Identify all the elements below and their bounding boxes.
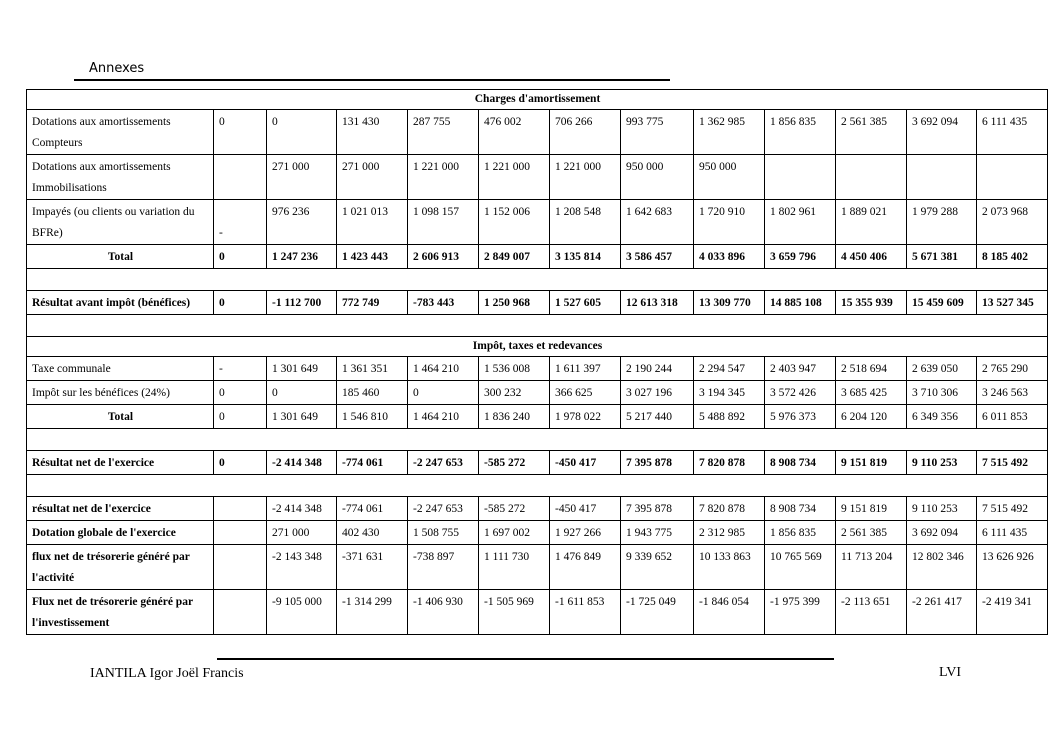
value-cell: -783 443 (408, 291, 479, 315)
value-cell: 1 423 443 (337, 245, 408, 269)
value-cell: -1 725 049 (621, 590, 694, 635)
value-cell: 10 765 569 (765, 545, 836, 590)
value-cell: 12 802 346 (907, 545, 977, 590)
value-cell: -774 061 (337, 497, 408, 521)
value-cell: 0 (267, 381, 337, 405)
value-cell: 2 639 050 (907, 357, 977, 381)
value-cell: -2 143 348 (267, 545, 337, 590)
value-cell: 6 111 435 (977, 521, 1048, 545)
value-cell: 287 755 (408, 110, 479, 155)
value-cell: 3 685 425 (836, 381, 907, 405)
value-cell (214, 545, 267, 590)
value-cell: 1 221 000 (550, 155, 621, 200)
value-cell: 0 (214, 110, 267, 155)
value-cell: 8 185 402 (977, 245, 1048, 269)
value-cell: -2 261 417 (907, 590, 977, 635)
row-dotations-immobilisations (27, 155, 1048, 200)
value-cell: -1 314 299 (337, 590, 408, 635)
value-cell: 1 221 000 (408, 155, 479, 200)
value-cell: -1 611 853 (550, 590, 621, 635)
value-cell: 3 586 457 (621, 245, 694, 269)
value-cell: -585 272 (479, 451, 550, 475)
value-cell: 15 459 609 (907, 291, 977, 315)
value-cell: 2 606 913 (408, 245, 479, 269)
value-cell: 10 133 863 (694, 545, 765, 590)
value-cell: 1 642 683 (621, 200, 694, 245)
value-cell: 1 464 210 (408, 357, 479, 381)
value-cell: 1 927 266 (550, 521, 621, 545)
value-cell: 14 885 108 (765, 291, 836, 315)
row-label: Dotation globale de l'exercice (27, 521, 214, 545)
row-label: Résultat net de l'exercice (27, 451, 214, 475)
footer-author: IANTILA Igor Joël Francis (90, 666, 244, 681)
blank-row (27, 475, 1048, 497)
value-cell: 1 111 730 (479, 545, 550, 590)
value-cell: 0 (214, 245, 267, 269)
row-impayes (27, 200, 1048, 245)
value-cell: 950 000 (621, 155, 694, 200)
value-cell: 402 430 (337, 521, 408, 545)
financial-table-body (27, 90, 1048, 635)
value-cell: -2 113 651 (836, 590, 907, 635)
value-cell: 1 943 775 (621, 521, 694, 545)
value-cell: 2 518 694 (836, 357, 907, 381)
value-cell: 4 450 406 (836, 245, 907, 269)
row-label: Résultat avant impôt (bénéfices) (27, 291, 214, 315)
value-cell: -2 247 653 (408, 451, 479, 475)
section-title-impots: Impôt, taxes et redevances (27, 337, 1048, 357)
value-cell: 1 508 755 (408, 521, 479, 545)
header-rule (74, 79, 670, 81)
value-cell: 476 002 (479, 110, 550, 155)
value-cell: 1 361 351 (337, 357, 408, 381)
page-number: LVI (939, 665, 962, 680)
value-cell: -2 414 348 (267, 497, 337, 521)
value-cell: 5 488 892 (694, 405, 765, 429)
value-cell: 9 110 253 (907, 451, 977, 475)
value-cell: 1 720 910 (694, 200, 765, 245)
value-cell: -2 419 341 (977, 590, 1048, 635)
row-label: Total (27, 405, 214, 429)
value-cell: 7 515 492 (977, 497, 1048, 521)
value-cell: 2 403 947 (765, 357, 836, 381)
value-cell: 2 765 290 (977, 357, 1048, 381)
value-cell: 300 232 (479, 381, 550, 405)
value-cell: 3 692 094 (907, 110, 977, 155)
value-cell: 3 710 306 (907, 381, 977, 405)
value-cell: 1 250 968 (479, 291, 550, 315)
value-cell: 1 221 000 (479, 155, 550, 200)
value-cell: 1 979 288 (907, 200, 977, 245)
value-cell: 6 349 356 (907, 405, 977, 429)
value-cell: 366 625 (550, 381, 621, 405)
row-flux-activite (27, 545, 1048, 590)
row-label: flux net de trésorerie généré par l'activité (27, 545, 214, 590)
value-cell: 3 659 796 (765, 245, 836, 269)
value-cell: 2 312 985 (694, 521, 765, 545)
value-cell (765, 155, 836, 200)
value-cell: 1 527 605 (550, 291, 621, 315)
value-cell: -1 846 054 (694, 590, 765, 635)
row-label: résultat net de l'exercice (27, 497, 214, 521)
value-cell: 2 190 244 (621, 357, 694, 381)
value-cell: -1 975 399 (765, 590, 836, 635)
value-cell: -1 406 930 (408, 590, 479, 635)
value-cell: 13 626 926 (977, 545, 1048, 590)
value-cell: -738 897 (408, 545, 479, 590)
value-cell: 950 000 (694, 155, 765, 200)
value-cell: 11 713 204 (836, 545, 907, 590)
value-cell: 0 (214, 451, 267, 475)
value-cell: 5 217 440 (621, 405, 694, 429)
value-cell (214, 521, 267, 545)
value-cell: 3 246 563 (977, 381, 1048, 405)
value-cell: 1 464 210 (408, 405, 479, 429)
value-cell: 1 301 649 (267, 405, 337, 429)
value-cell: 9 151 819 (836, 497, 907, 521)
row-label: Taxe communale (27, 357, 214, 381)
blank-row (27, 269, 1048, 291)
value-cell: 2 294 547 (694, 357, 765, 381)
value-cell: 2 561 385 (836, 521, 907, 545)
value-cell: 1 856 835 (765, 110, 836, 155)
footer-rule (217, 658, 834, 660)
row-label: Impayés (ou clients ou variation du BFRe) (27, 200, 214, 245)
value-cell: 1 536 008 (479, 357, 550, 381)
value-cell: 2 561 385 (836, 110, 907, 155)
value-cell: 0 (408, 381, 479, 405)
value-cell: 2 073 968 (977, 200, 1048, 245)
value-cell: -371 631 (337, 545, 408, 590)
row-total-charges (27, 245, 1048, 269)
value-cell: 0 (214, 381, 267, 405)
value-cell: 7 820 878 (694, 451, 765, 475)
value-cell: -585 272 (479, 497, 550, 521)
row-total-impots (27, 405, 1048, 429)
value-cell: 1 021 013 (337, 200, 408, 245)
value-cell: 8 908 734 (765, 451, 836, 475)
value-cell: 3 135 814 (550, 245, 621, 269)
value-cell: 1 362 985 (694, 110, 765, 155)
value-cell: 0 (267, 110, 337, 155)
value-cell: 1 697 002 (479, 521, 550, 545)
row-label: Flux net de trésorerie généré par l'investissement (27, 590, 214, 635)
value-cell: 706 266 (550, 110, 621, 155)
value-cell (907, 155, 977, 200)
value-cell: 9 110 253 (907, 497, 977, 521)
value-cell: 1 802 961 (765, 200, 836, 245)
value-cell: 1 247 236 (267, 245, 337, 269)
row-dotations-compteurs (27, 110, 1048, 155)
value-cell: 7 515 492 (977, 451, 1048, 475)
value-cell: 976 236 (267, 200, 337, 245)
value-cell: 271 000 (267, 155, 337, 200)
value-cell: 1 546 810 (337, 405, 408, 429)
value-cell: 1 301 649 (267, 357, 337, 381)
value-cell: -2 247 653 (408, 497, 479, 521)
value-cell (214, 155, 267, 200)
value-cell: 1 152 006 (479, 200, 550, 245)
value-cell: 131 430 (337, 110, 408, 155)
financial-table (26, 89, 1048, 635)
value-cell: 1 476 849 (550, 545, 621, 590)
page-header-title: Annexes (89, 61, 145, 76)
value-cell: 1 611 397 (550, 357, 621, 381)
row-impot-benefices (27, 381, 1048, 405)
value-cell: 3 194 345 (694, 381, 765, 405)
value-cell (977, 155, 1048, 200)
value-cell: 271 000 (267, 521, 337, 545)
value-cell: 12 613 318 (621, 291, 694, 315)
value-cell: 3 572 426 (765, 381, 836, 405)
section-title-charges: Charges d'amortissement (27, 90, 1048, 110)
row-resultat-net-recap (27, 497, 1048, 521)
value-cell: 1 889 021 (836, 200, 907, 245)
value-cell: -9 105 000 (267, 590, 337, 635)
row-label: Total (27, 245, 214, 269)
value-cell (214, 497, 267, 521)
row-label: Dotations aux amortissements Compteurs (27, 110, 214, 155)
row-taxe-communale (27, 357, 1048, 381)
value-cell: 0 (214, 291, 267, 315)
value-cell: 772 749 (337, 291, 408, 315)
value-cell: 9 151 819 (836, 451, 907, 475)
value-cell: 1 978 022 (550, 405, 621, 429)
row-resultat-net (27, 451, 1048, 475)
value-cell: 6 011 853 (977, 405, 1048, 429)
value-cell: 993 775 (621, 110, 694, 155)
blank-row (27, 315, 1048, 337)
value-cell: 9 339 652 (621, 545, 694, 590)
value-cell: -1 112 700 (267, 291, 337, 315)
value-cell: 1 836 240 (479, 405, 550, 429)
row-dotation-globale (27, 521, 1048, 545)
value-cell: - (214, 200, 267, 245)
value-cell: 3 027 196 (621, 381, 694, 405)
row-label: Dotations aux amortissements Immobilisations (27, 155, 214, 200)
row-flux-investissement (27, 590, 1048, 635)
value-cell: -450 417 (550, 497, 621, 521)
value-cell: -450 417 (550, 451, 621, 475)
value-cell: -2 414 348 (267, 451, 337, 475)
value-cell: 2 849 007 (479, 245, 550, 269)
value-cell: 5 976 373 (765, 405, 836, 429)
value-cell: 0 (214, 405, 267, 429)
value-cell: -774 061 (337, 451, 408, 475)
value-cell: 1 208 548 (550, 200, 621, 245)
value-cell: -1 505 969 (479, 590, 550, 635)
value-cell: 1 856 835 (765, 521, 836, 545)
value-cell: - (214, 357, 267, 381)
value-cell: 6 204 120 (836, 405, 907, 429)
value-cell (214, 590, 267, 635)
row-resultat-avant-impot (27, 291, 1048, 315)
value-cell: 13 309 770 (694, 291, 765, 315)
value-cell: 15 355 939 (836, 291, 907, 315)
value-cell: 7 820 878 (694, 497, 765, 521)
value-cell: 4 033 896 (694, 245, 765, 269)
value-cell: 8 908 734 (765, 497, 836, 521)
value-cell: 7 395 878 (621, 451, 694, 475)
blank-row (27, 429, 1048, 451)
value-cell: 271 000 (337, 155, 408, 200)
value-cell: 185 460 (337, 381, 408, 405)
value-cell: 3 692 094 (907, 521, 977, 545)
row-label: Impôt sur les bénéfices (24%) (27, 381, 214, 405)
value-cell: 5 671 381 (907, 245, 977, 269)
value-cell: 13 527 345 (977, 291, 1048, 315)
value-cell (836, 155, 907, 200)
value-cell: 1 098 157 (408, 200, 479, 245)
value-cell: 6 111 435 (977, 110, 1048, 155)
value-cell: 7 395 878 (621, 497, 694, 521)
